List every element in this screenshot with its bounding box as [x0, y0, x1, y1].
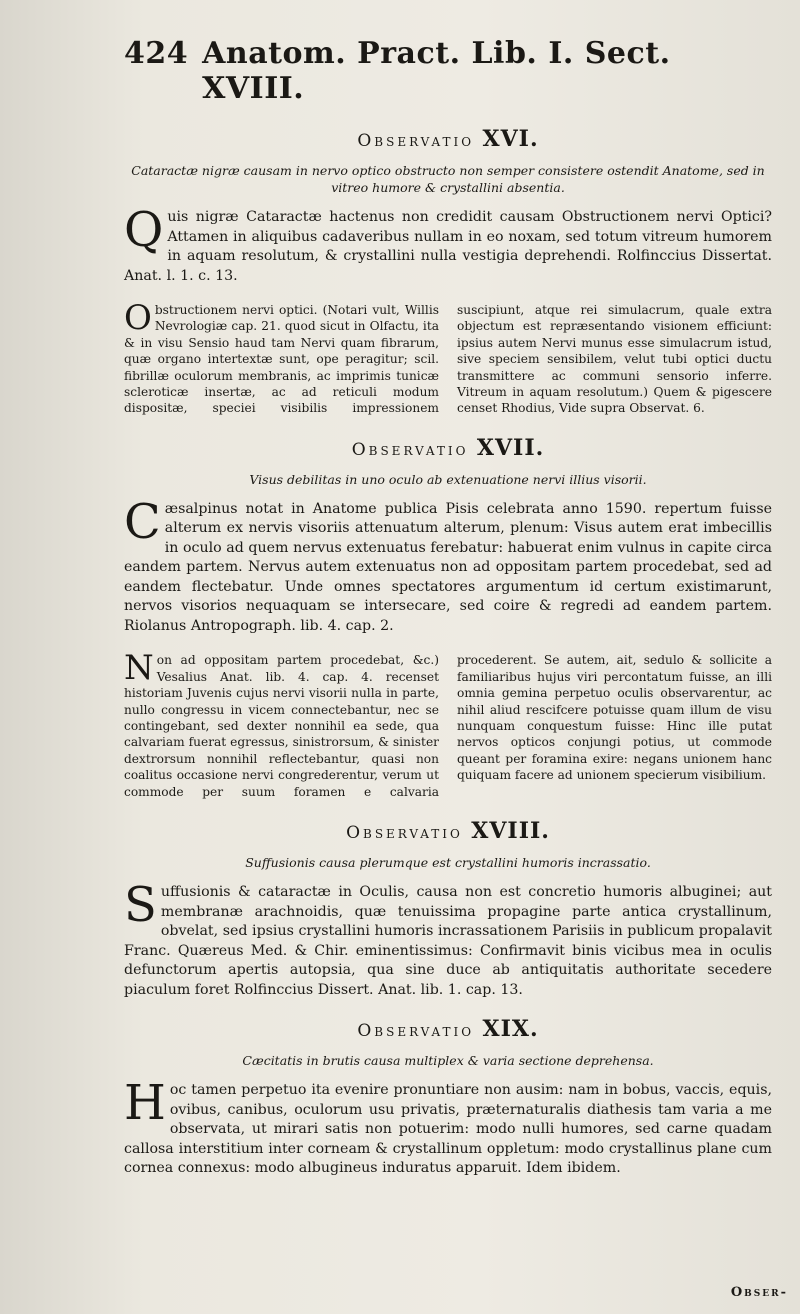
- page-header: [124, 36, 772, 106]
- observation-subtitle: Cataractæ nigræ causam in nervo optico obstructo non semper consistere ostendit Anatome, sed in vitreo humore & crystallini absentia.: [131, 163, 765, 195]
- observation-subtitle: Visus debilitas in uno oculo ab extenuatione nervi illius visorii.: [249, 471, 647, 487]
- catchword: Obser-: [730, 1285, 788, 1300]
- page-number: 424: [124, 36, 189, 71]
- observation-number: XVII.: [476, 434, 545, 461]
- observation-heading: [124, 1016, 772, 1042]
- observation-heading: [124, 126, 772, 152]
- observation-label: Observatio: [351, 439, 469, 460]
- observation-text: Cæsalpinus notat in Anatome publica Pisis celebrata anno 1590. repertum fuisse alterum ex nervis visoriis attenuatum alterum, plenum: Visus autem erat imbecillis in oculo ad quem nervus extenuatus ferebatur: habuerat enim vulnus in capite circa eandem partem. Nervus autem extenuatus non ad oppositam partem procedebat, sed ad eandem flectebatur. Unde omnes spectatores argumentum id certum existimarunt, nervos visorios nequaquam se intersecare, sed coire & regredi ad eandem partem. Riolanus Antropograph. lib. 4. cap. 2.: [124, 493, 772, 634]
- observation-commentary: Obstructionem nervi optici. (Notari vult, Willis Nevrologiæ cap. 21. quod sicut in Olfactu, ita & in visu Sensio haud tam Nervi quam fibrarum, quæ organo intertextæ sunt, ope peragitur; scil. fibrillæ oculorum membranis, ac imprimis tunicæ scleroticæ insertæ, ac ad reticuli modum dispositæ, speciei visibilis impressionem suscipiunt, atque rei simulacrum, quale extra objectum est repræsentando visionem efficiunt: ipsius autem Nervi munus esse simulacrum istud, sive speciem sensibilem, velut tubi optici ductu transmittere ac communi sensorio inferre. Vitreum in aquam resolutum.) Quem & pigescere censet Rhodius, Vide supra Observat. 6.: [124, 298, 772, 416]
- observation-number: XVIII.: [471, 818, 550, 844]
- running-title: Anatom. Pract. Lib. I. Sect. XVIII.: [202, 36, 671, 106]
- observation-subtitle: Suffusionis causa plerumque est crystallini humoris incrassatio.: [245, 855, 651, 870]
- observation-16: [124, 126, 772, 417]
- observation-number: XIX.: [482, 1016, 539, 1042]
- observation-text: Quis nigræ Cataractæ hactenus non credidit causam Obstructionem nervi Optici? Attamen in aliquibus cadaveribus nullam in eo noxam, sed totum vitreum humorem in aquam resolutum, & crystallini nulla vestigia deprehendi. Rolfinccius Dissertat. Anat. l. 1. c. 13.: [124, 202, 772, 284]
- observation-commentary: Non ad oppositam partem procedebat, &c.) Vesalius Anat. lib. 4. cap. 4. recenset historiam Juvenis cujus nervi visorii nulla in parte, nullo congressu in vicem connectebantur, nec se contingebant, sed dexter nonnihil ea sede, qua calvariam fuerat egressus, sinistrorsum, & sinister dextrorsum nonnihil reflectebantur, quasi non coalitus occasione nervi congrederentur, verum ut commode per suum foramen e calvaria procederent. Se autem, ait, sedulo & sollicite a familiaribus hujus viri percontatum fuisse, an illi omnia gemina perpetuo oculis observarentur, ac nihil aliud rescifcere potuisse quam illum de visu nunquam conquestum fuisse: Hinc ille putat nervos opticos conjungi potius, ut commode queant per foramina exire: negans unionem hanc quiquam facere ad unionem specierum visibilium.: [124, 648, 772, 799]
- observation-label: Observatio: [346, 823, 463, 843]
- observation-label: Observatio: [357, 131, 475, 151]
- observation-17: [124, 435, 772, 800]
- observation-number: XVI.: [482, 126, 539, 152]
- observation-text: Suffusionis & cataractæ in Oculis, causa non est concretio humoris albuginei; aut membranæ arachnoidis, quæ tenuissima propagine parte antica crystallinum, obvelat, sed ipsius crystallini humoris incrassationem Parisiis in publicum propalavit Franc. Quæreus Med. & Chir. eminentissimus: Confirmavit binis vicibus mea in oculis defunctorum apertis autopsia, qua sine duce ab antiquitatis authoritate secedere piaculum foret Rolfinccius Dissert. Anat. lib. 1. cap. 13.: [124, 877, 772, 998]
- observation-heading: [124, 818, 772, 844]
- observation-label: Observatio: [357, 1021, 475, 1041]
- observation-text: Hoc tamen perpetuo ita evenire pronuntiare non ausim: nam in bobus, vaccis, equis, ovibus, canibus, oculorum usu privatis, præternaturalis diathesis tam varia a me observata, ut mirari satis non potuerim: modo nulli humores, sed carne quadam callosa interstitium inter corneam & crystallinum oppletum: modo crystallinus plane cum cornea connexus: modo albugineus induratus apparuit. Idem ibidem.: [124, 1075, 772, 1176]
- observation-subtitle: Cæcitatis in brutis causa multiplex & varia sectione deprehensa.: [242, 1053, 654, 1068]
- observation-19: [124, 1016, 772, 1179]
- observation-18: [124, 818, 772, 1000]
- observation-heading: [124, 435, 772, 461]
